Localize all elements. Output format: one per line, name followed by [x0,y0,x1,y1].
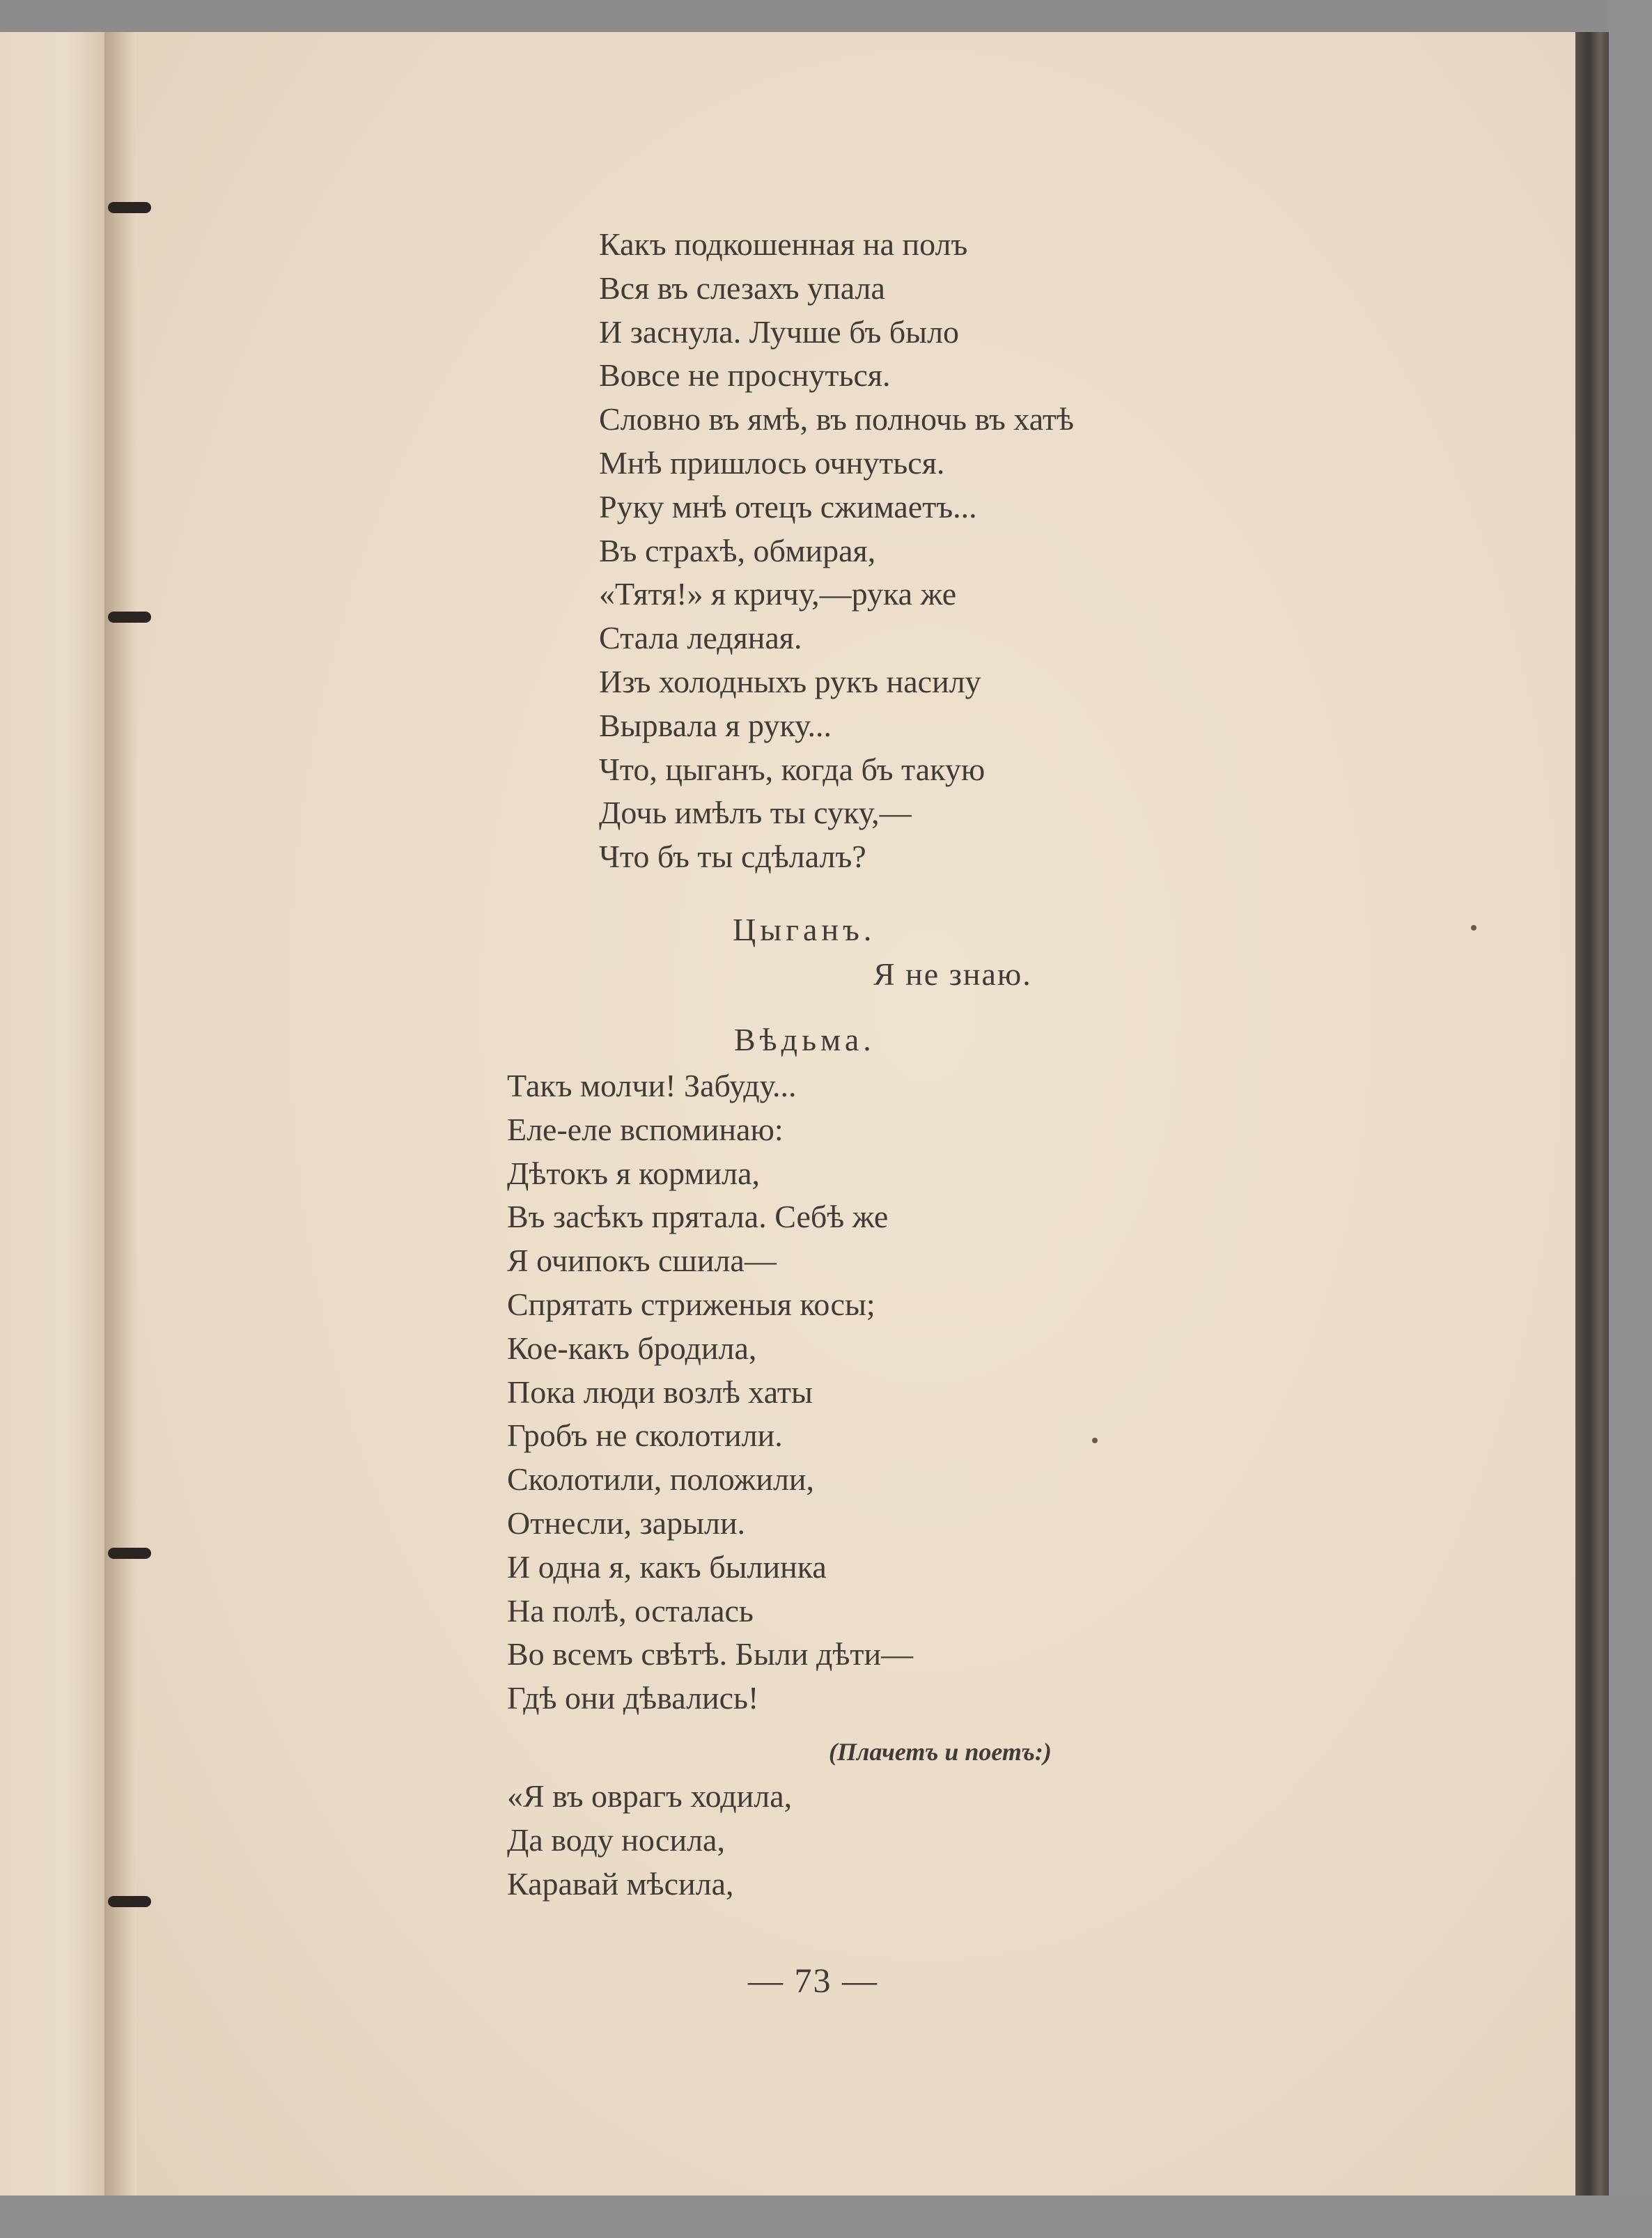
verse-line: Сколотили, положили, [507,1461,815,1498]
verse-line: Я очипокъ сшила— [507,1243,777,1279]
verse-line: Такъ молчи! Забуду... [507,1068,797,1103]
verse-line: Какъ подкошенная на полъ [599,226,968,262]
scan-border-right [1609,0,1652,2238]
paper-speck [1092,1438,1098,1443]
binding-stitch [108,1548,151,1559]
verse-line: Гробъ не сколотили. [507,1417,783,1454]
speaker-name-witch: Вѣдьма. [734,1022,875,1057]
binding-stitch [108,202,151,213]
verse-line: Словно въ ямѣ, въ полночь въ хатѣ [599,401,1075,437]
scan-border-top [0,0,1652,32]
page-number: — 73 — [748,1961,878,2000]
verse-line: Вырвала я руку... [599,707,832,743]
verse-line: Что бъ ты сдѣлалъ? [599,839,866,875]
verse-line: Гдѣ они дѣвались! [507,1680,759,1716]
verse-line: Стала ледяная. [599,620,802,656]
verse-line: Да воду носила, [507,1821,725,1858]
verse-line: «Тятя!» я кричу,—рука же [599,576,957,612]
verse-line: Еле-еле вспоминаю: [507,1111,784,1147]
verse-line: Изъ холодныхъ рукъ насилу [599,663,981,699]
verse-line: Дѣтокъ я кормила, [507,1155,761,1191]
verse-line: Во всемъ свѣтѣ. Были дѣти— [507,1636,914,1672]
verse-line: И одна я, какъ былинка [507,1548,827,1585]
speaker-reply: Я не знаю. [873,956,1032,992]
verse-line: И заснула. Лучше бъ было [599,313,960,350]
stage-direction: (Плачетъ и поетъ:) [829,1738,1052,1766]
verse-stanza-1 [599,223,1074,879]
verse-line: «Я въ оврагъ ходила, [507,1778,793,1814]
verse-line: Въ страхѣ, обмирая, [599,532,876,568]
speaker-name-gypsy: Цыганъ. [733,912,876,947]
verse-line: Отнесли, зарыли. [507,1505,746,1541]
binding-stitch [108,612,151,623]
verse-line: Спрятать стриженыя косы; [507,1286,875,1322]
verse-line: Мнѣ пришлось очнуться. [599,444,945,481]
verse-line: Что, цыганъ, когда бъ такую [599,751,985,787]
scan-border-bottom [0,2196,1652,2238]
verse-stanza-2 [507,1064,913,1720]
verse-stanza-3 [507,1775,792,1906]
verse-line: Вовсе не проснуться. [599,357,891,394]
book-cover-edge [1575,32,1610,2196]
verse-line: Пока люди возлѣ хаты [507,1374,813,1410]
binding-stitch [108,1896,151,1907]
verse-line: Кое-какъ бродила, [507,1330,757,1366]
paper-speck [1471,925,1476,931]
verse-line: На полѣ, осталась [507,1592,754,1629]
verse-line: Вся въ слезахъ упала [599,270,885,306]
verse-line: Въ засѣкъ прятала. Себѣ же [507,1199,889,1235]
verse-line: Руку мнѣ отецъ сжимаетъ... [599,488,977,524]
verse-line: Каравай мѣсила, [507,1865,734,1902]
verse-line: Дочь имѣлъ ты суку,— [599,795,912,831]
book-gutter [104,32,137,2196]
